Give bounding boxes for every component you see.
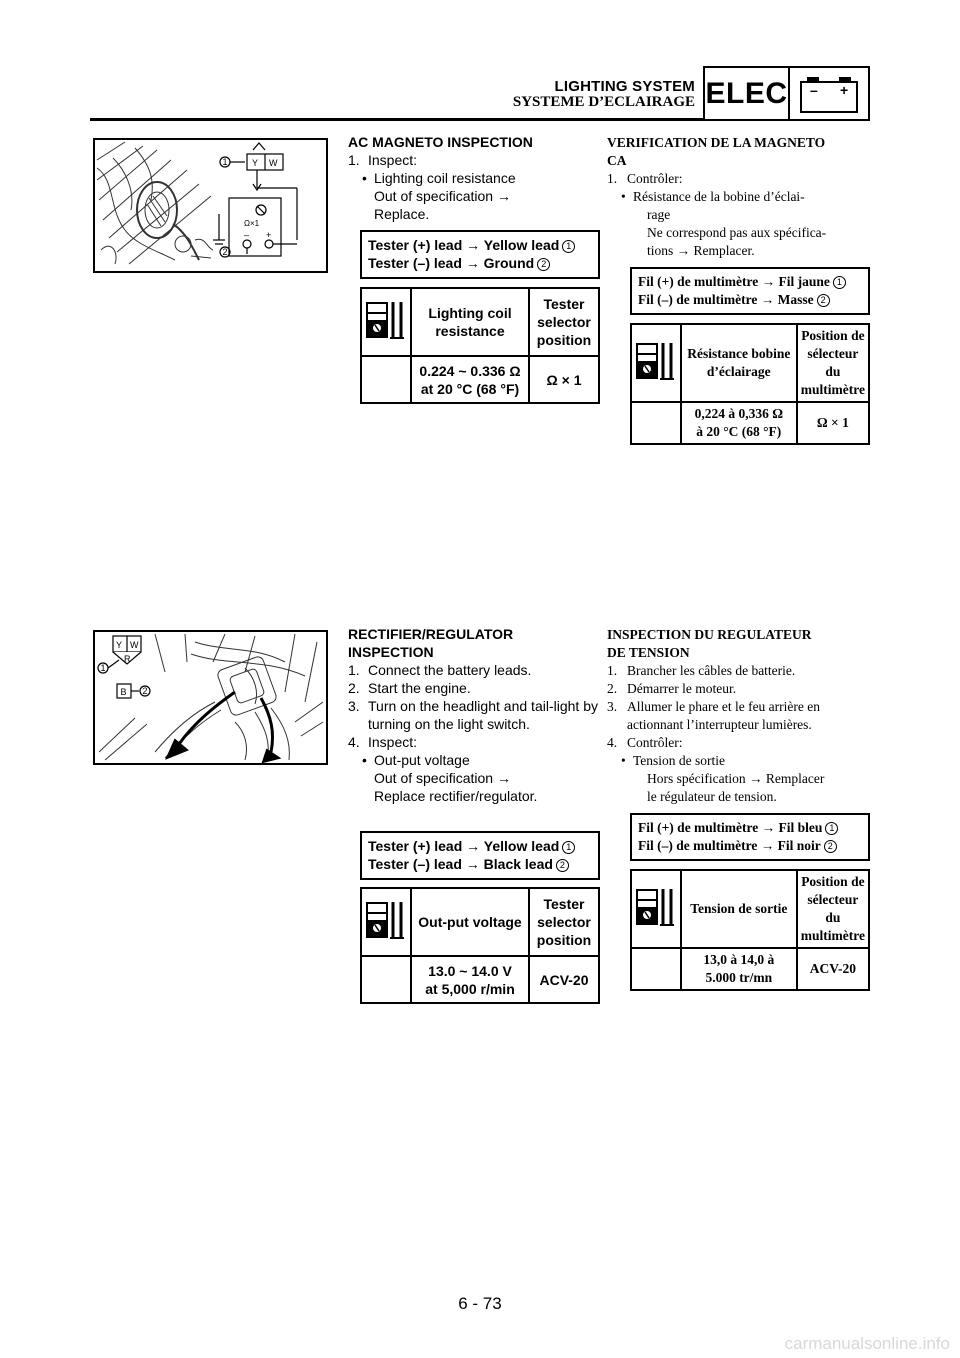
col-header-voltage: Out-put voltage (411, 888, 529, 956)
procedure-step (607, 734, 869, 752)
spec-table-en (360, 887, 600, 1004)
resistance-temperature: à 20 °C (68 °F) (696, 424, 782, 439)
step-number: 3. (348, 698, 360, 714)
col-header-selector: Tester selector position (529, 888, 599, 956)
empty-cell (361, 956, 411, 1003)
section-title-fr: SYSTEME D’ECLAIRAGE (512, 94, 695, 110)
regulator-title-en-line1: RECTIFIER/REGULATOR (348, 626, 514, 642)
empty-cell (631, 402, 681, 444)
magneto-title-fr-line1: VERIFICATION DE LA MAGNETO (607, 135, 826, 150)
tester-lead-box-fr (630, 267, 870, 315)
selector-value: ACV-20 (797, 948, 869, 990)
resistance-value (681, 402, 797, 444)
procedure-step (348, 661, 600, 679)
procedure-step (607, 680, 869, 698)
col-header-selector: Position de sélecteur du multimètre (797, 324, 869, 402)
spec-note: Out of specification → (374, 188, 511, 204)
tester-positive-lead: Tester (+) lead → Yellow lead (368, 237, 560, 253)
tester-negative-lead: Tester (–) lead → Black lead (368, 856, 553, 872)
step-text: Démarrer le moteur. (627, 681, 737, 696)
fig2-wire-b: B (120, 687, 127, 697)
magneto-title-en: AC MAGNETO INSPECTION (348, 134, 533, 150)
step-text: Start the engine. (368, 680, 471, 696)
callout-ref: 2 (824, 840, 837, 853)
spec-action: Replace rectifier/regulator. (374, 788, 538, 804)
tester-positive-lead: Tester (+) lead → Yellow lead (368, 838, 560, 854)
step-text: Contrôler: (627, 171, 683, 186)
callout-ref: 1 (562, 841, 575, 854)
bullet: • (621, 753, 626, 768)
empty-cell (361, 356, 411, 403)
regulator-inspection-figure (93, 630, 328, 765)
step-number: 2. (348, 680, 360, 696)
resistance-range: 0.224 ~ 0.336 Ω (419, 362, 521, 379)
spec-note: Ne correspond pas aux spécifica- (647, 225, 827, 240)
battery-plus-label: + (840, 82, 849, 98)
callout-ref: 1 (833, 276, 846, 289)
resistance-range: 0,224 à 0,336 Ω (694, 406, 783, 421)
step-text: Inspect: (368, 152, 418, 168)
inspect-item-cont: rage (647, 207, 671, 222)
step-text: Turn on the headlight and tail-light by turning on the light switch. (368, 698, 598, 732)
procedure-step (348, 679, 600, 697)
spec-action: Replace. (374, 206, 430, 222)
fig1-callout-2: 2 (222, 247, 228, 257)
col-header-selector: Position de sélecteur du multimètre (797, 870, 869, 948)
inspect-item: Lighting coil resistance (374, 170, 516, 186)
step-number: 1. (607, 171, 618, 186)
procedure-step (607, 662, 869, 680)
voltage-range: 13.0 ~ 14.0 V (428, 962, 512, 979)
step-number: 4. (607, 735, 618, 750)
procedure-step (348, 697, 600, 733)
tester-negative-lead: Fil (–) de multimètre → Masse (638, 292, 814, 307)
engine-speed: 5.000 tr/mn (705, 970, 773, 985)
tester-lead-box-fr (630, 813, 870, 861)
fig1-meter-minus: – (244, 230, 250, 240)
regulator-title-fr-line1: INSPECTION DU REGULATEUR (607, 627, 812, 642)
magneto-inspection-figure (93, 138, 328, 273)
tester-lead-box-en (360, 230, 600, 279)
fig1-callout-1: 1 (222, 157, 228, 167)
voltage-value (681, 948, 797, 990)
magneto-inspection-en (348, 133, 600, 223)
tester-lead-box-en (360, 831, 600, 880)
regulator-title-en-line2: INSPECTION (348, 644, 434, 660)
spec-action: tions → Remplacer. (647, 243, 755, 258)
col-header-resistance: Lighting coil resistance (411, 288, 529, 356)
fig2-wire-y: Y (116, 640, 123, 650)
regulator-inspection-fr (607, 626, 869, 806)
voltage-value (411, 956, 529, 1003)
fig2-callout-2: 2 (142, 686, 148, 696)
multimeter-icon (361, 288, 411, 356)
fig2-wire-w: W (130, 640, 139, 650)
multimeter-icon (361, 888, 411, 956)
bullet: • (621, 189, 626, 204)
col-header-selector: Tester selector position (529, 288, 599, 356)
step-text: Contrôler: (627, 735, 683, 750)
spec-note: Out of specification → (374, 770, 511, 786)
col-header-voltage: Tension de sortie (681, 870, 797, 948)
tester-negative-lead: Tester (–) lead → Ground (368, 255, 535, 271)
procedure-step (348, 733, 600, 751)
multimeter-icon (631, 324, 681, 402)
spec-action: le régulateur de tension. (647, 789, 777, 804)
inspect-item: Out-put voltage (374, 752, 470, 768)
battery-minus-label: – (810, 82, 818, 98)
col-header-resistance: Résistance bobine d’éclairage (681, 324, 797, 402)
tester-positive-lead: Fil (+) de multimètre → Fil jaune (638, 274, 830, 289)
spec-note: Hors spécification → Remplacer (647, 771, 825, 786)
multimeter-icon (631, 870, 681, 948)
engine-speed: at 5,000 r/min (425, 980, 515, 997)
callout-ref: 1 (825, 822, 838, 835)
inspect-item: Résistance de la bobine d’éclai- (633, 189, 805, 204)
callout-ref: 1 (562, 240, 575, 253)
spec-table-fr (630, 323, 870, 445)
tester-negative-lead: Fil (–) de multimètre → Fil noir (638, 838, 821, 853)
step-number: 1. (348, 662, 360, 678)
regulator-title-fr-line2: DE TENSION (607, 645, 690, 660)
callout-ref: 2 (556, 859, 569, 872)
step-number: 4. (348, 734, 360, 750)
section-title-en: LIGHTING SYSTEM (554, 78, 695, 95)
step-number: 3. (607, 699, 618, 714)
page-number: 6 - 73 (458, 1294, 502, 1313)
fig1-meter-plus: + (266, 230, 272, 240)
step-text: Connect the battery leads. (368, 662, 532, 678)
resistance-temperature: at 20 °C (68 °F) (420, 380, 520, 397)
resistance-value (411, 356, 529, 403)
step-number: 1. (348, 152, 360, 168)
selector-value: Ω × 1 (797, 402, 869, 444)
magneto-inspection-fr (607, 134, 869, 260)
battery-icon (790, 66, 870, 121)
fig1-wire-y: Y (252, 158, 259, 168)
spec-table-fr (630, 869, 870, 991)
selector-value: Ω × 1 (529, 356, 599, 403)
regulator-inspection-en (348, 625, 600, 805)
step-text: Inspect: (368, 734, 418, 750)
bullet: • (362, 752, 367, 768)
chapter-badge: ELEC (703, 66, 790, 121)
fig2-wire-r: R (124, 654, 131, 664)
fig1-wire-w: W (269, 158, 278, 168)
spec-table-en (360, 287, 600, 404)
voltage-range: 13,0 à 14,0 à (703, 952, 775, 967)
callout-ref: 2 (817, 294, 830, 307)
callout-ref: 2 (537, 258, 550, 271)
watermark[interactable]: carmanualsonline.info (784, 1334, 950, 1353)
step-number: 1. (607, 663, 618, 678)
inspect-item: Tension de sortie (633, 753, 726, 768)
fig2-callout-1: 1 (100, 663, 106, 673)
selector-value: ACV-20 (529, 956, 599, 1003)
tester-positive-lead: Fil (+) de multimètre → Fil bleu (638, 820, 823, 835)
fig1-meter-range: Ω×1 (244, 219, 260, 228)
step-text: Allumer le phare et le feu arrière en actionnant l’interrupteur lumières. (627, 699, 821, 732)
procedure-step (607, 698, 869, 734)
empty-cell (631, 948, 681, 990)
bullet: • (362, 170, 367, 186)
step-number: 2. (607, 681, 618, 696)
magneto-title-fr-line2: CA (607, 153, 627, 168)
step-text: Brancher les câbles de batterie. (627, 663, 796, 678)
